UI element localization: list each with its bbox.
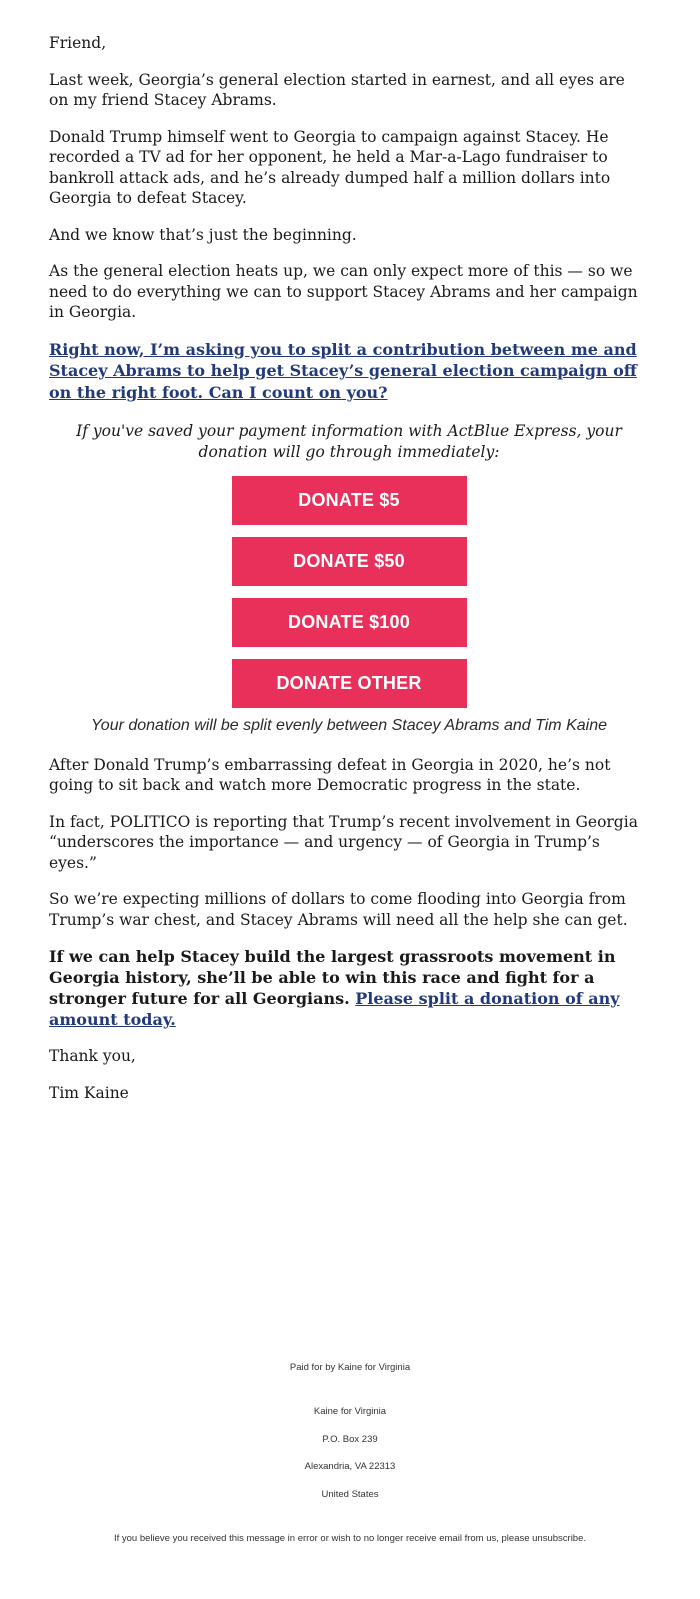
paragraph-5: After Donald Trump’s embarrassing defeat in Georgia in 2020, he’s not going to sit back and watch more Democratic progress in the state. — [49, 755, 611, 794]
paid-for-disclaimer: Paid for by Kaine for Virginia — [289, 1362, 411, 1373]
cta-paragraph — [49, 339, 649, 404]
paragraph-1: Last week, Georgia’s general election started in earnest, and all eyes are on my friend Stacey Abrams. — [49, 70, 625, 109]
footer-city: Alexandria, VA 22313 — [304, 1461, 396, 1472]
donate-5-button[interactable]: DONATE $5 — [232, 476, 467, 525]
paragraph-7: So we’re expecting millions of dollars to come flooding into Georgia from Trump’s war chest, and Stacey Abrams will need all the help she can get. — [49, 890, 628, 929]
paragraph-3: And we know that’s just the beginning. — [49, 225, 357, 244]
footer-org: Kaine for Virginia — [313, 1406, 387, 1417]
split-donation-link[interactable]: Please split a donation of any amount today. — [49, 989, 620, 1029]
unsubscribe-notice[interactable]: If you believe you received this message in error or wish to no longer receive email from us, please unsubscribe. — [113, 1533, 587, 1544]
footer-po-box: P.O. Box 239 — [322, 1433, 378, 1445]
paragraph-6: In fact, POLITICO is reporting that Trump’s recent involvement in Georgia “underscores the importance — and urgency — of Georgia in Trump’s eyes.” — [49, 812, 638, 872]
donate-50-button[interactable]: DONATE $50 — [232, 537, 467, 586]
bold-appeal — [49, 946, 649, 1030]
email-footer — [0, 1362, 700, 1544]
signature: Tim Kaine — [49, 1083, 129, 1102]
actblue-express-note: If you've saved your payment information with ActBlue Express, your donation will go through immediately: — [76, 422, 622, 461]
donate-100-button[interactable]: DONATE $100 — [232, 598, 467, 647]
donate-button-group — [49, 476, 649, 720]
bold-appeal-text: If we can help Stacey build the largest grassroots movement in Georgia history, she’ll be able to win this race and fight for a stronger future for all Georgians. — [49, 947, 616, 1008]
footer-country: United States — [321, 1488, 379, 1500]
email-body — [49, 33, 649, 1119]
donate-other-button[interactable]: DONATE OTHER — [232, 659, 467, 708]
paragraph-4: As the general election heats up, we can only expect more of this — so we need to do everything we can to support Stacey Abrams and her campaign in Georgia. — [49, 262, 638, 321]
signoff: Thank you, — [49, 1047, 136, 1065]
split-note: Your donation will be split evenly between Stacey Abrams and Tim Kaine — [91, 717, 607, 734]
greeting: Friend, — [49, 34, 107, 52]
paragraph-2: Donald Trump himself went to Georgia to campaign against Stacey. He recorded a TV ad for her opponent, he held a Mar-a-Lago fundraiser to bankroll attack ads, and he’s already dumped half a million dollars into Georgia to defeat Stacey. — [49, 127, 611, 207]
split-contribution-link[interactable]: Right now, I’m asking you to split a contribution between me and Stacey Abrams to help get Stacey’s general election campaign off on the right foot. Can I count on you? — [49, 339, 637, 402]
